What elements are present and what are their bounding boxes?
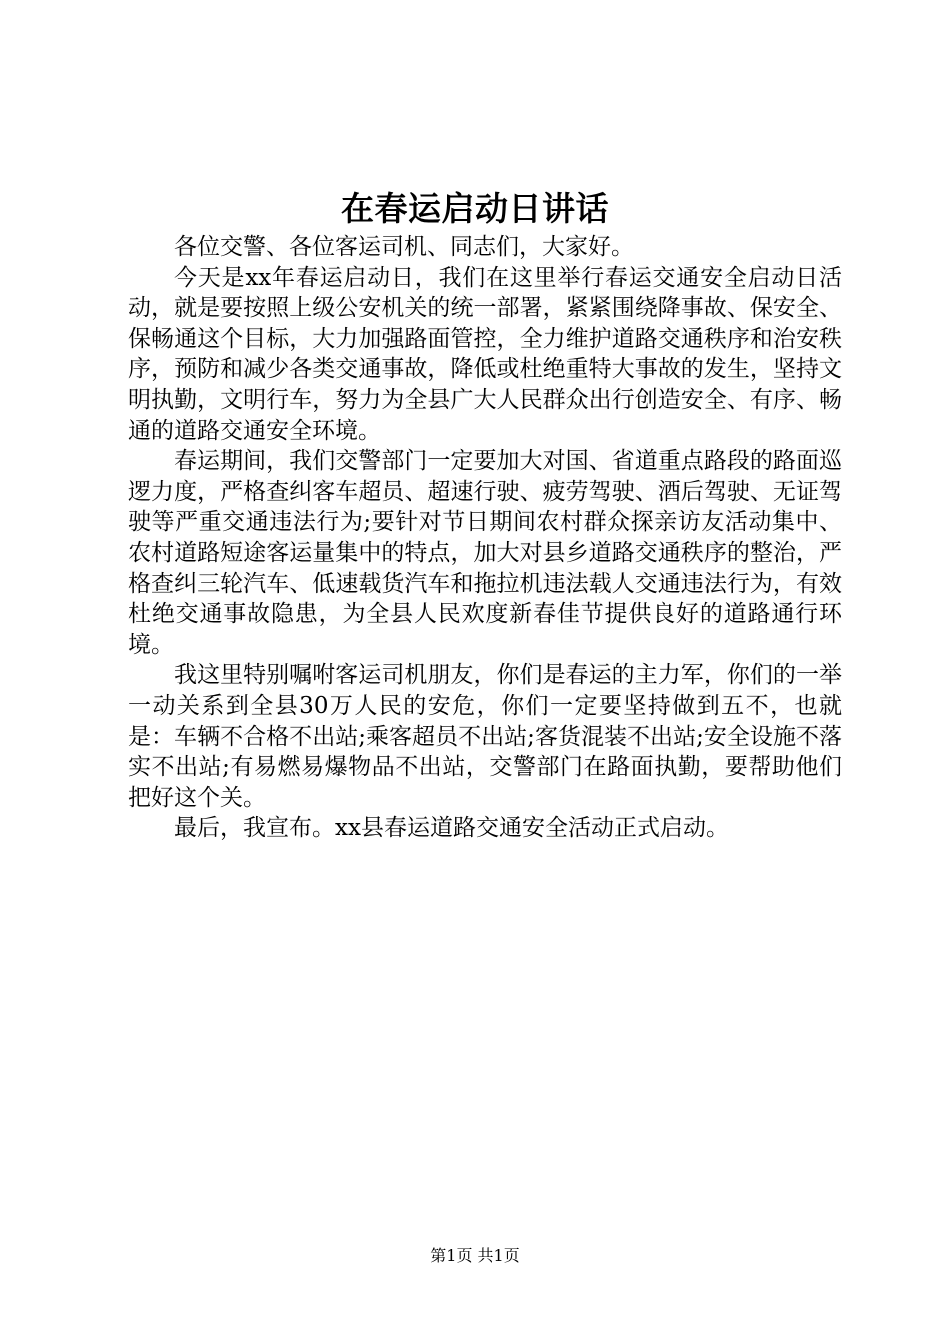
paragraph-introduction: 今天是xx年春运启动日，我们在这里举行春运交通安全启动日活动，就是要按照上级公安机关的统一部署，紧紧围绕降事故、保安全、保畅通这个目标，大力加强路面管控，全力维护道路交通秩序和治安秩序，预防和减少各类交通事故，降低或杜绝重特大事故的发生，坚持文明执勤，文明行车，努力为全县广大人民群众出行创造安全、有序、畅通的道路交通安全环境。 [128,264,842,444]
paragraph-police-duties: 春运期间，我们交警部门一定要加大对国、省道重点路段的路面巡逻力度，严格查纠客车超员、超速行驶、疲劳驾驶、酒后驾驶、无证驾驶等严重交通违法行为;要针对节日期间农村群众探亲访友活动集中、农村道路短途客运量集中的特点，加大对县乡道路交通秩序的整治，严格查纠三轮汽车、低速载货汽车和拖拉机违法载人交通违法行为，有效杜绝交通事故隐患，为全县人民欢度新春佳节提供良好的道路通行环境。 [128,448,842,658]
document-body [128,232,842,844]
paragraph-greeting: 各位交警、各位客运司机、同志们，大家好。 [174,234,634,260]
paragraph-driver-reminder: 我这里特别嘱咐客运司机朋友，你们是春运的主力军，你们的一举一动关系到全县30万人民的安危，你们一定要坚持做到五不，也就是：车辆不合格不出站;乘客超员不出站;客货混装不出站;安全设施不落实不出站;有易燃易爆物品不出站，交警部门在路面执勤，要帮助他们把好这个关。 [128,662,842,811]
document-title: 在春运启动日讲话 [341,189,609,228]
paragraph-closing: 最后，我宣布。xx县春运道路交通安全活动正式启动。 [174,815,729,842]
page-number-footer: 第1页 共1页 [430,1246,520,1265]
